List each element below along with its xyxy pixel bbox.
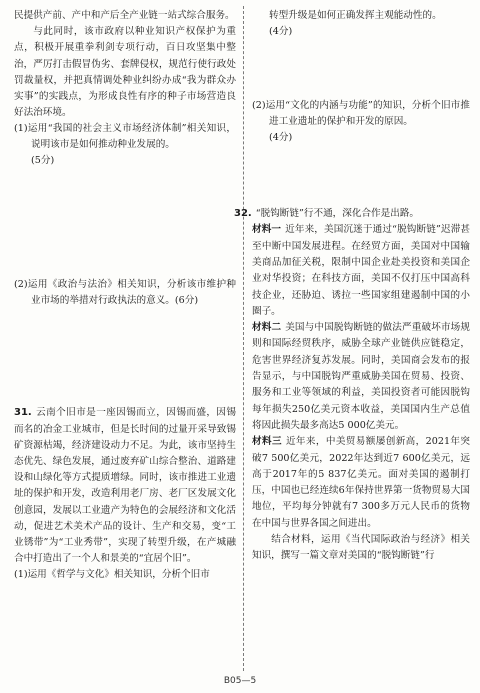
question-30-1: (1)运用“我国的社会主义市场经济体制”相关知识，说明该市是如何推动种业发展的。: [14, 123, 236, 151]
answer-space-3: [252, 40, 470, 98]
question-31: [14, 405, 236, 567]
material-3-label: 材料三: [252, 436, 282, 448]
question-32-title: “脱钩断链”行不通，深化合作是出路。: [255, 208, 420, 220]
question-30-1-score: (5分): [31, 155, 55, 167]
intro-paragraph-1: 民提供产前、产中和产后全产业链一站式综合服务。: [14, 10, 235, 21]
question-32: [234, 206, 470, 222]
left-column: [14, 8, 236, 583]
column-divider: [243, 6, 244, 671]
question-31-number: 31.: [14, 407, 32, 419]
answer-space-4: [252, 146, 470, 206]
question-32-number: 32.: [234, 208, 252, 220]
intro-paragraph-2: 与此同时，该市政府以种业知识产权保护为重点，积极开展重拳利剑专项行动，百日攻坚集中整治，严厉打击假冒伪劣、套牌侵权，规范行使行政处罚裁量权，并把真情调处种业纠纷办成“我为群众办实事”的实践点，为形成良性有序的种子市场营造良好法治环境。: [14, 26, 236, 119]
page-footer: B05—5: [223, 676, 257, 686]
material-1-label: 材料一: [252, 224, 282, 236]
question-30-2: (2)运用《政治与法治》相关知识，分析该市维护种业市场的举措对行政执法的意义。(6分): [14, 279, 236, 307]
question-32-task: 结合材料，运用《当代国际政治与经济》相关知识，撰写一篇文章对美国的“脱钩断链”行: [252, 534, 470, 562]
question-31-2-score: (4分): [269, 132, 293, 144]
answer-space-2: [14, 309, 236, 405]
right-column: [234, 8, 471, 564]
question-31-1: (1)运用《哲学与文化》相关知识，分析个旧市: [14, 569, 210, 581]
question-31-text: 云南个旧市是一座因锡而立，因锡而盛，因锡而名的冶金工业城市，但是长时间的过量开采导致锡矿资源枯竭，经济建设动力不足。为此，该市坚持生态优先、绿色发展，通过废弃矿山综合整治、道路建设和山绿化等方式提质增绿。同时，该市推进工业遗址的保护和开发，改造利用老厂房、老厂区发展文化创意园，发展以工业遗产为特色的会展经济和文化活动，促进艺术美术产品的设计、生产和交易，变“工业锈带”为“工业秀带”，实现了转型升级，在产城融合中打造出了一个人和景美的“宜居个旧”。: [14, 407, 236, 565]
answer-space-1: [14, 169, 236, 277]
question-31-1-continued: 转型升级是如何正确发挥主观能动性的。: [269, 10, 442, 21]
material-1-text: 近年来，美国沉迷于通过“脱钩断链”迟滞甚至中断中国发展进程。在经贸方面，美国对中国输美商品加征关税，限制中国企业赴美投资和美国企业对华投资；在科技方面，美国不仅打压中国高科技企业，还胁迫、诱拉一些国家组建遏制中国的小圈子。: [252, 224, 471, 317]
material-3: [252, 434, 470, 532]
material-2-text: 美国与中国脱钩断链的做法严重破坏市场规则和国际经贸秩序，威胁全球产业链供应链稳定，危害世界经济复苏发展。同时，美国商会发布的报告显示，与中国脱钩严重威胁美国在贸易、投资、服务和工业等领域的利益，美国投资者可能因脱钩每年损失250亿美元资本收益，美国国内生产总值将因此损失最多高达5 000亿美元。: [252, 322, 471, 431]
material-1: [252, 222, 470, 320]
question-31-1-score: (4分): [269, 26, 293, 38]
question-31-2: (2)运用“文化的内涵与功能”的知识，分析个旧市推进工业遗址的保护和开发的原因。: [252, 100, 470, 128]
material-2: [252, 320, 470, 434]
material-3-text: 近年来，中美贸易额屡创新高，2021年突破7 500亿美元，2022年达到近7 600亿美元，远高于2017年的5 837亿美元。面对美国的遏制打压，中国也已经连续6年保持世界第一货物贸易大国地位，平均每分钟就有7 300多万元人民币的货物在中国与世界各国之间进出。: [252, 436, 470, 529]
material-2-label: 材料二: [252, 322, 282, 334]
